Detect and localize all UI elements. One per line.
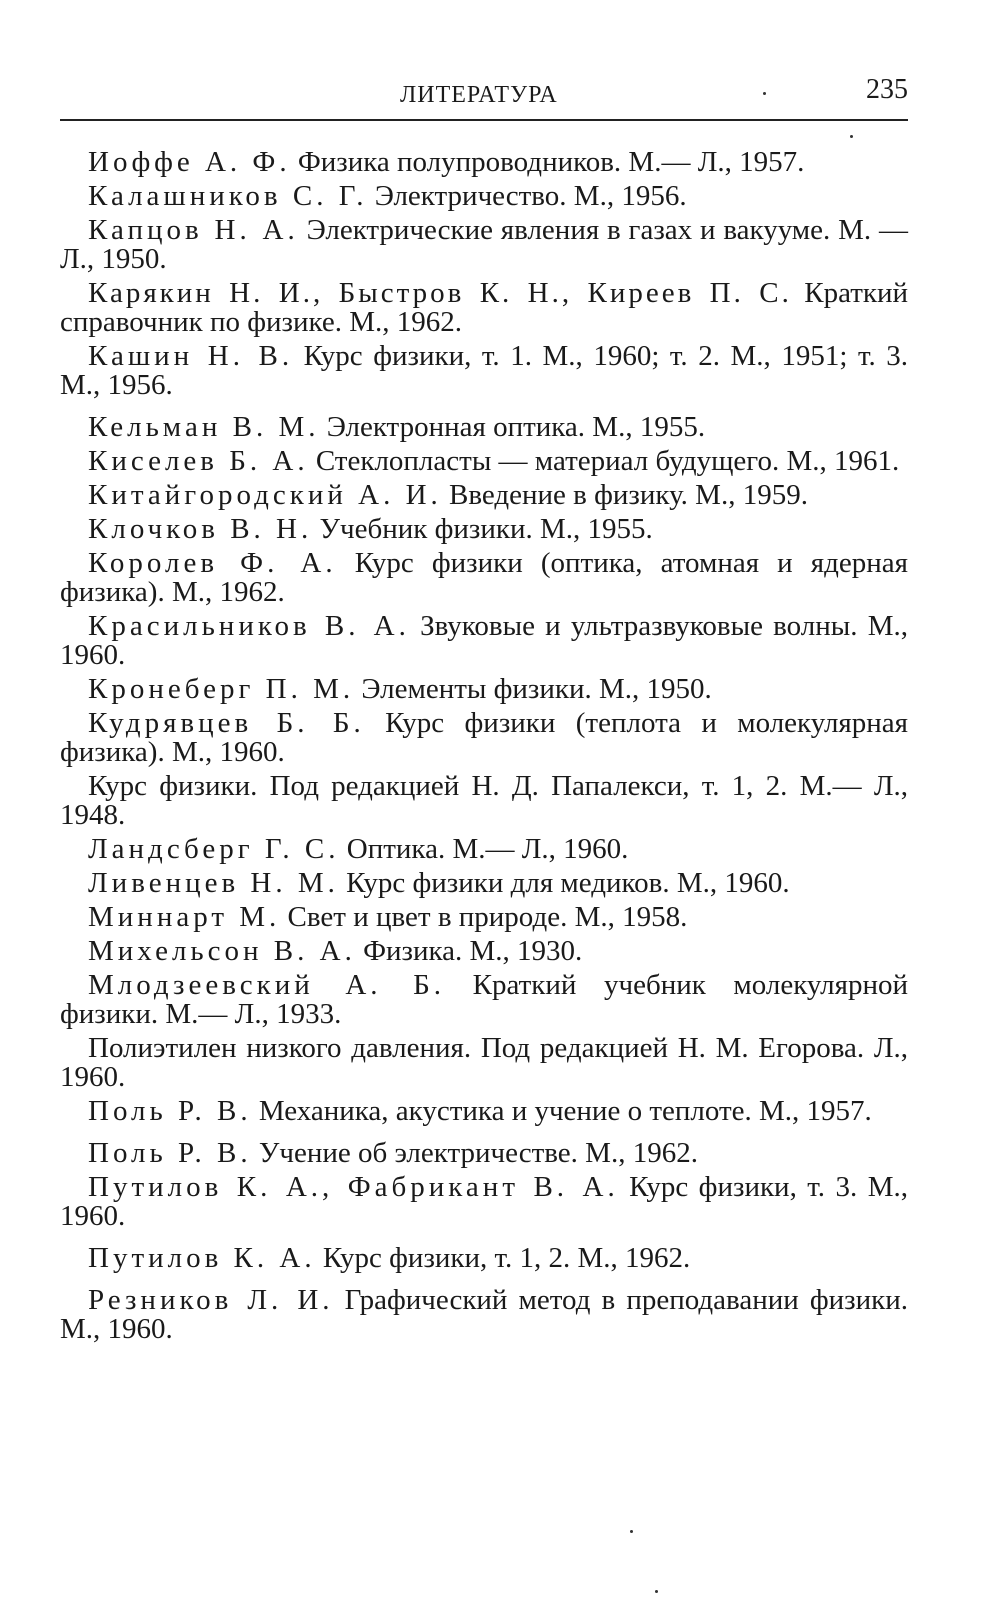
entry-text: Краткий справочник по физике. М., 1962. [60, 277, 908, 338]
entry-text: Учение об электричестве. М., 1962. [251, 1137, 698, 1169]
entry-author: Поль Р. В. [88, 1095, 252, 1127]
entry-text: Свет и цвет в природе. М., 1958. [280, 901, 688, 933]
bibliography-entry [60, 447, 908, 476]
bibliography-entry [60, 612, 908, 670]
entry-text: Электричество. М., 1956. [367, 180, 687, 212]
entry-author: Михельсон В. А. [88, 935, 356, 967]
entry-author: Киселев Б. А. [88, 445, 309, 477]
entry-text: Звуковые и ультразвуковые волны. М., 1960. [60, 610, 908, 671]
entry-author: Ливенцев Н. М. [88, 867, 339, 899]
bibliography-list [60, 148, 908, 1349]
entry-text: Курс физики для медиков. М., 1960. [338, 867, 790, 899]
scan-speck [655, 1590, 658, 1593]
entry-text: Физика. М., 1930. [355, 935, 583, 967]
bibliography-entry [60, 1244, 908, 1273]
entry-text: Электронная оптика. М., 1955. [319, 411, 706, 443]
entry-text: Курс физики (теплота и молекулярная физика). М., 1960. [60, 707, 908, 768]
running-head [60, 74, 908, 114]
entry-text: Курс физики, т. 3. М., 1960. [60, 1171, 908, 1232]
bibliography-entry [60, 279, 908, 337]
entry-author: Королев Ф. А. [88, 547, 337, 579]
entry-author: Капцов Н. А. [88, 214, 299, 246]
entry-text: Введение в физику. М., 1959. [441, 479, 808, 511]
entry-text: Элементы физики. М., 1950. [354, 673, 712, 705]
entry-author: Ландсберг Г. С. [88, 833, 340, 865]
running-title: ЛИТЕРАТУРА [400, 82, 558, 108]
bibliography-entry [60, 1097, 908, 1126]
entry-text: Курс физики (оптика, атомная и ядерная физика). М., 1962. [60, 547, 908, 608]
bibliography-entry [60, 515, 908, 544]
entry-author: Карякин Н. И., Быстров К. Н., Киреев П. С. [88, 277, 792, 309]
bibliography-entry [60, 937, 908, 966]
entry-author: Китайгородский А. И. [88, 479, 442, 511]
bibliography-entry [60, 835, 908, 864]
entry-author: Путилов К. А. [88, 1242, 316, 1274]
bibliography-entry [60, 549, 908, 607]
entry-text: Курс физики, т. 1. М., 1960; т. 2. М., 1951; т. 3. М., 1956. [60, 340, 908, 401]
entry-author: Резников Л. И. [88, 1284, 334, 1316]
entry-text: Физика полупроводников. М.— Л., 1957. [290, 146, 805, 178]
entry-text: Учебник физики. М., 1955. [312, 513, 653, 545]
entry-author: Калашников С. Г. [88, 180, 368, 212]
entry-text: Полиэтилен низкого давления. Под редакцией Н. М. Егорова. Л., 1960. [60, 1032, 908, 1093]
page-number: 235 [866, 74, 908, 105]
bibliography-entry [60, 1173, 908, 1231]
entry-author: Кельман В. М. [88, 411, 320, 443]
entry-author: Млодзеевский А. Б. [88, 969, 446, 1001]
bibliography-entry [60, 1139, 908, 1168]
entry-author: Кронеберг П. М. [88, 673, 355, 705]
header-rule [60, 119, 908, 121]
entry-author: Клочков В. Н. [88, 513, 313, 545]
entry-author: Иоффе А. Ф. [88, 146, 291, 178]
bibliography-entry [60, 481, 908, 510]
entry-text: Оптика. М.— Л., 1960. [339, 833, 629, 865]
bibliography-entry [60, 971, 908, 1029]
bibliography-entry [60, 148, 908, 177]
entry-author: Красильников В. А. [88, 610, 410, 642]
entry-author: Путилов К. А., Фабрикант В. А. [88, 1171, 619, 1203]
bibliography-entry [60, 1034, 908, 1092]
bibliography-entry [60, 869, 908, 898]
entry-text: Краткий учебник молекулярной физики. М.— Л., 1933. [60, 969, 908, 1030]
scan-speck [630, 1530, 633, 1533]
entry-text: Курс физики, т. 1, 2. М., 1962. [315, 1242, 691, 1274]
bibliography-entry [60, 772, 908, 830]
entry-text: Электрические явления в газах и вакууме. М. — Л., 1950. [60, 214, 908, 275]
entry-author: Кашин Н. В. [88, 340, 294, 372]
bibliography-entry [60, 675, 908, 704]
entry-author: Поль Р. В. [88, 1137, 252, 1169]
entry-text: Механика, акустика и учение о теплоте. М., 1957. [251, 1095, 872, 1127]
scan-speck [850, 135, 853, 138]
bibliography-entry [60, 709, 908, 767]
bibliography-entry [60, 182, 908, 211]
scan-speck [763, 92, 766, 95]
bibliography-entry [60, 413, 908, 442]
entry-text: Стеклопласты — материал будущего. М., 1961. [308, 445, 900, 477]
entry-text: Курс физики. Под редакцией Н. Д. Папалекси, т. 1, 2. М.— Л., 1948. [60, 770, 908, 831]
bibliography-entry [60, 1286, 908, 1344]
entry-author: Миннарт М. [88, 901, 281, 933]
bibliography-entry [60, 342, 908, 400]
bibliography-entry [60, 216, 908, 274]
entry-text: Графический метод в преподавании физики. М., 1960. [60, 1284, 908, 1345]
entry-author: Кудрявцев Б. Б. [88, 707, 365, 739]
bibliography-entry [60, 903, 908, 932]
